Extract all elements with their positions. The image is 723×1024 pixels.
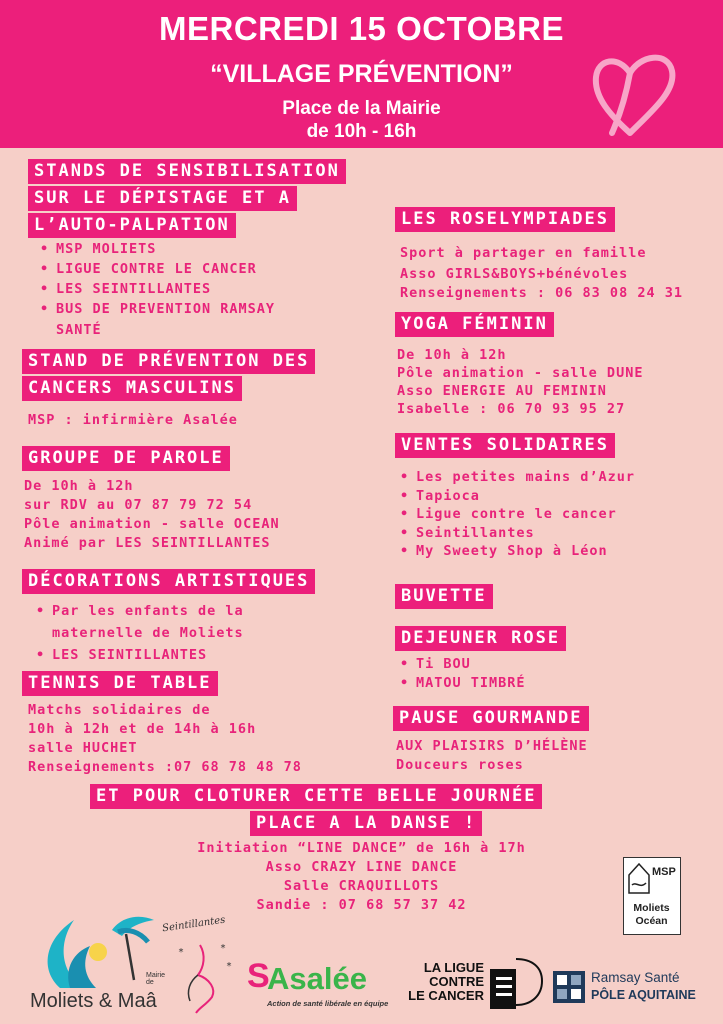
closing-line: Initiation “LINE DANCE” de 16h à 17h <box>197 840 526 856</box>
dejeuner-title: DEJEUNER ROSE <box>395 626 566 651</box>
list-item: • MSP MOLIETS <box>36 239 275 259</box>
asalee-name: Asalée <box>267 961 367 996</box>
stands-list <box>36 239 275 319</box>
svg-text:*: * <box>226 961 233 972</box>
dancer-figure-icon <box>170 935 236 1015</box>
roselympiades-line: Renseignements : 06 83 08 24 31 <box>400 285 683 301</box>
dejeuner-list <box>396 655 526 693</box>
ligue-line: CONTRE <box>429 974 484 989</box>
prevention-title-line-2: CANCERS MASCULINS <box>22 376 242 401</box>
seintillantes-label: Seintillantes <box>161 914 226 935</box>
groupe-title: GROUPE DE PAROLE <box>22 446 230 471</box>
list-item: • BUS DE PREVENTION RAMSAY <box>36 299 275 319</box>
pink-ribbon-heart-icon <box>590 45 680 140</box>
ligue-line: LE CANCER <box>408 988 484 1003</box>
closing-line: Salle CRAQUILLOTS <box>283 878 440 894</box>
stands-item-continuation: SANTÉ <box>56 322 102 338</box>
roselympiades-title: LES ROSELYMPIADES <box>395 207 615 232</box>
ramsay-grid-icon <box>553 971 585 1003</box>
tennis-line: Matchs solidaires de <box>28 702 211 718</box>
list-item: • MATOU TIMBRÉ <box>396 674 526 693</box>
stands-title-line-2: SUR LE DÉPISTAGE ET A <box>28 186 297 211</box>
yoga-line: De 10h à 12h <box>397 347 507 363</box>
list-item: • LIGUE CONTRE LE CANCER <box>36 259 275 279</box>
roselympiades-line: Sport à partager en famille <box>400 245 647 261</box>
pause-line: Douceurs roses <box>396 757 524 773</box>
groupe-line: sur RDV au 07 87 79 72 54 <box>24 497 253 513</box>
asalee-logo <box>247 955 397 1015</box>
yoga-line: Isabelle : 06 70 93 95 27 <box>397 401 626 417</box>
groupe-line: Animé par LES SEINTILLANTES <box>24 535 271 551</box>
closing-title-line-1: ET POUR CLOTURER CETTE BELLE JOURNÉE <box>90 784 542 809</box>
list-item: • Ligue contre le cancer <box>396 505 635 524</box>
ventes-title: VENTES SOLIDAIRES <box>395 433 615 458</box>
ramsay-region: PÔLE AQUITAINE <box>591 988 696 1002</box>
header-banner <box>0 0 723 148</box>
groupe-line: Pôle animation - salle OCEAN <box>24 516 280 532</box>
list-item: • Tapioca <box>396 487 635 506</box>
svg-text:*: * <box>220 943 227 954</box>
event-date: MERCREDI 15 OCTOBRE <box>159 10 564 47</box>
decorations-list <box>32 601 244 621</box>
tennis-line: 10h à 12h et de 14h à 16h <box>28 721 257 737</box>
event-hours: de 10h - 16h <box>306 121 417 142</box>
closing-title-line-2: PLACE A LA DANSE ! <box>250 811 482 836</box>
tennis-line: salle HUCHET <box>28 740 138 756</box>
mairie-de-label: Mairie de <box>146 972 166 986</box>
prevention-text: MSP : infirmière Asalée <box>28 412 238 428</box>
buvette-title: BUVETTE <box>395 584 493 609</box>
ramsay-name: Ramsay Santé <box>591 970 680 985</box>
list-item: • Ti BOU <box>396 655 526 674</box>
msp-house-icon <box>627 861 651 895</box>
msp-label: MSP <box>652 866 676 878</box>
asalee-tagline: Action de santé libérale en équipe <box>267 999 389 1008</box>
msp-line: Océan <box>635 915 668 927</box>
ventes-list <box>396 468 635 561</box>
decorations-title: DÉCORATIONS ARTISTIQUES <box>22 569 315 594</box>
stands-title-line-1: STANDS DE SENSIBILISATION <box>28 159 346 184</box>
event-place: Place de la Mairie <box>282 98 441 119</box>
tennis-line: Renseignements :07 68 78 48 78 <box>28 759 302 775</box>
ramsay-sante-logo <box>553 968 713 1008</box>
list-item: • LES SEINTILLANTES <box>32 645 207 665</box>
list-item: • LES SEINTILLANTES <box>36 279 275 299</box>
ligue-emblem-icon <box>488 955 544 1011</box>
roselympiades-line: Asso GIRLS&BOYS+bénévoles <box>400 266 629 282</box>
ligue-contre-le-cancer-logo <box>404 955 544 1015</box>
decorations-list-2 <box>32 645 207 665</box>
moliets-maa-label: Moliets & Maâ <box>30 990 157 1012</box>
tennis-title: TENNIS DE TABLE <box>22 671 218 696</box>
svg-text:*: * <box>178 947 185 958</box>
prevention-title-line-1: STAND DE PRÉVENTION DES <box>22 349 315 374</box>
event-name: “VILLAGE PRÉVENTION” <box>210 60 513 88</box>
yoga-line: Asso ENERGIE AU FEMININ <box>397 383 607 399</box>
pause-line: AUX PLAISIRS D’HÉLÈNE <box>396 738 588 754</box>
closing-line: Sandie : 07 68 57 37 42 <box>256 897 467 913</box>
seintillantes-logo <box>160 915 240 1017</box>
asalee-s-icon: S <box>247 957 270 995</box>
groupe-line: De 10h à 12h <box>24 478 134 494</box>
ligue-line: LA LIGUE <box>423 960 484 975</box>
closing-line: Asso CRAZY LINE DANCE <box>265 859 458 875</box>
list-item: • Les petites mains d’Azur <box>396 468 635 487</box>
pause-title: PAUSE GOURMANDE <box>393 706 589 731</box>
yoga-title: YOGA FÉMININ <box>395 312 554 337</box>
yoga-line: Pôle animation - salle DUNE <box>397 365 644 381</box>
list-item: • Par les enfants de la <box>32 601 244 621</box>
list-item: • My Sweety Shop à Léon <box>396 542 635 561</box>
decorations-item-continuation: maternelle de Moliets <box>52 625 244 641</box>
msp-moliets-ocean-logo <box>623 857 681 935</box>
list-item: • Seintillantes <box>396 524 635 543</box>
moliets-maa-logo <box>30 910 170 1018</box>
msp-line: Moliets <box>633 902 670 914</box>
stands-title-line-3: L’AUTO-PALPATION <box>28 213 236 238</box>
